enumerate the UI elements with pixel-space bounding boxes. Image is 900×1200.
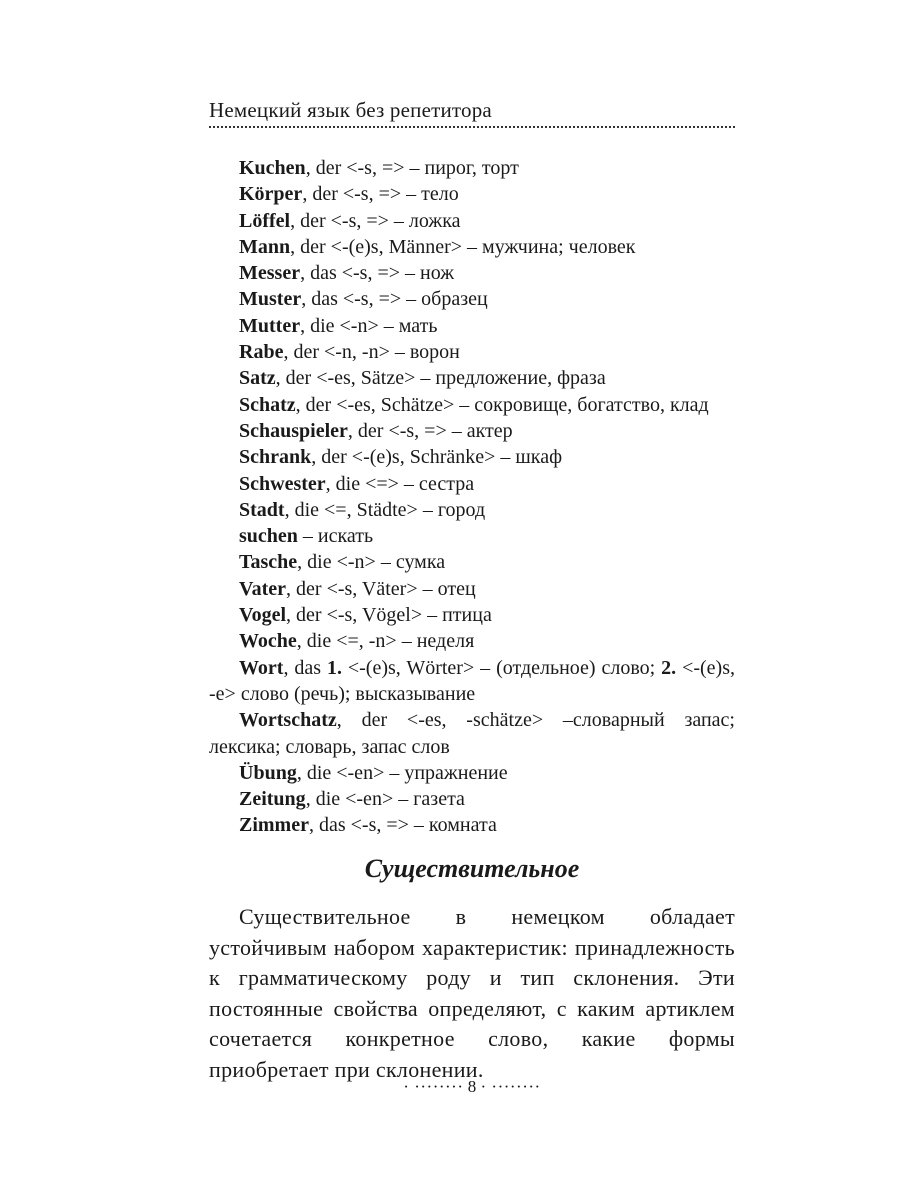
vocab-entry [209, 812, 735, 838]
vocab-word: Löffel [239, 209, 291, 232]
vocab-word: suchen [239, 525, 298, 548]
vocab-entry [209, 286, 735, 312]
vocab-gloss: , das <-s, => – образец [301, 288, 488, 311]
vocab-gloss: – искать [297, 525, 374, 548]
vocab-gloss: , das [283, 656, 327, 679]
vocab-gloss: , das <-s, => – комната [308, 814, 497, 837]
vocab-entry [209, 260, 735, 286]
vocab-word: Schatz [239, 393, 296, 416]
vocab-entry [209, 497, 735, 523]
vocab-word: Vater [239, 577, 287, 600]
vocab-entry [209, 418, 735, 444]
vocab-gloss: , das <-s, => – нож [300, 262, 455, 285]
vocab-word: Schauspieler [239, 419, 348, 442]
vocab-gloss: , der <-es, Sätze> – предложение, фраза [275, 367, 606, 390]
vocab-gloss: , der <-n, -n> – ворон [283, 341, 460, 364]
vocab-gloss: , die <=, -n> – неделя [296, 630, 475, 653]
vocab-word: Tasche [239, 551, 298, 574]
folio-dots-left: · ········ [403, 1077, 464, 1096]
vocab-gloss: , die <-en> – газета [305, 788, 465, 811]
sense-number: 1. [326, 656, 342, 679]
vocab-word: Messer [239, 262, 301, 285]
vocab-gloss: , der <-s, => – актер [347, 419, 513, 442]
vocab-gloss: <-(e)s, Wörter> – (отдельное) слово; [341, 656, 662, 679]
vocab-word: Übung [239, 761, 297, 784]
vocab-gloss: , der <-s, => – тело [302, 183, 459, 206]
vocab-entry [209, 208, 735, 234]
body-paragraph: Существительное в немецком обладает устойчивым набором характеристик: принадлежность к грамматическому роду и тип склонения. Эти постоянные свойства определяют, с каким артиклем сочетается конкретное слово, какие формы приобретает при склонении. [209, 904, 735, 1082]
vocab-word: Zeitung [239, 788, 306, 811]
vocab-gloss: , der <-es, Schätze> – сокровище, богатство, клад [295, 393, 709, 416]
vocab-word: Muster [239, 288, 302, 311]
vocab-entry [209, 444, 735, 470]
vocab-entry-wort [209, 655, 735, 708]
vocab-entry [209, 760, 735, 786]
vocab-word: Schrank [239, 446, 312, 469]
vocab-entry [209, 313, 735, 339]
vocab-gloss: , die <-n> – сумка [297, 551, 446, 574]
header-dotted-rule [209, 126, 735, 128]
vocab-gloss: , die <-en> – упражнение [296, 761, 508, 784]
vocab-word: Wortschatz [239, 709, 337, 732]
vocab-word: Körper [239, 183, 303, 206]
vocab-entry [209, 549, 735, 575]
vocab-entry [209, 365, 735, 391]
vocab-gloss: , der <-s, => – ложка [290, 209, 461, 232]
vocab-entry [209, 392, 735, 418]
vocab-gloss: , der <-es, -schätze> –словарный запас; лексика; словарь, запас слов [209, 709, 735, 758]
vocab-word: Stadt [239, 498, 285, 521]
vocab-entry [209, 155, 735, 181]
vocab-word: Kuchen [239, 157, 306, 179]
vocab-word: Wort [239, 656, 284, 679]
vocab-word: Rabe [239, 341, 284, 364]
vocab-word: Woche [239, 630, 297, 653]
vocab-word: Mann [239, 235, 291, 258]
vocab-word: Zimmer [239, 814, 309, 837]
vocab-word: Vogel [239, 604, 287, 627]
vocab-entry [209, 181, 735, 207]
vocab-gloss: , der <-s, Väter> – отец [286, 577, 476, 600]
vocab-word: Schwester [239, 472, 326, 495]
vocab-entry [209, 786, 735, 812]
vocab-gloss: , der <-s, Vögel> – птица [286, 604, 492, 627]
vocab-gloss: , die <=> – сестра [325, 472, 475, 495]
vocab-entry [209, 576, 735, 602]
vocab-entry [209, 602, 735, 628]
running-title: Немецкий язык без репетитора [209, 98, 492, 122]
vocab-entry [209, 523, 735, 549]
vocab-entry-wortschatz [209, 707, 735, 760]
sense-number: 2. [661, 656, 677, 679]
vocab-word: Satz [239, 367, 276, 390]
vocab-entry [209, 471, 735, 497]
vocab-gloss: , der <-s, => – пирог, торт [305, 157, 519, 179]
vocab-entry [209, 234, 735, 260]
vocab-entry [209, 628, 735, 654]
vocab-word: Mutter [239, 314, 301, 337]
vocab-gloss: , der <-(e)s, Schränke> – шкаф [311, 446, 563, 469]
vocabulary-list [209, 155, 735, 839]
vocab-gloss: , die <-n> – мать [300, 314, 438, 337]
page-number: 8 [467, 1077, 477, 1096]
page-number-footer [209, 1077, 735, 1097]
folio-dots-right: · ········ [480, 1077, 541, 1096]
vocab-gloss: , der <-(e)s, Männer> – мужчина; человек [290, 235, 636, 258]
vocab-gloss: <-(e)s, -e> слово (речь); высказывание [209, 656, 735, 705]
vocab-gloss: , die <=, Städte> – город [284, 498, 486, 521]
vocab-entry [209, 339, 735, 365]
section-heading: Существительное [364, 854, 580, 883]
